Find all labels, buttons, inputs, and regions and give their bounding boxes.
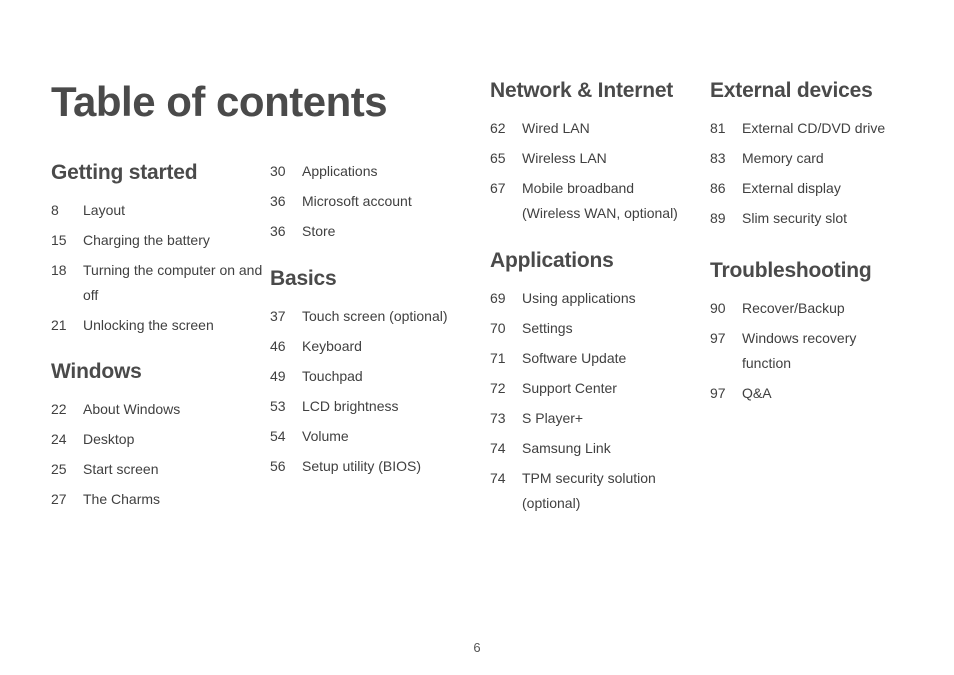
toc-entry[interactable] <box>270 394 485 419</box>
section-heading[interactable]: Basics <box>270 267 337 290</box>
toc-entry-list <box>710 116 925 231</box>
toc-entry[interactable] <box>490 116 705 141</box>
toc-entry[interactable] <box>490 176 705 226</box>
entry-title: Windows recovery function <box>742 330 857 371</box>
toc-section-network-internet <box>490 79 705 226</box>
entry-page-number: 54 <box>270 428 286 444</box>
toc-entry-list <box>270 304 485 479</box>
entry-title: Start screen <box>83 461 159 477</box>
toc-section-external-devices <box>710 79 925 231</box>
entry-title: About Windows <box>83 401 181 417</box>
toc-entry[interactable] <box>490 286 705 311</box>
toc-section-basics <box>270 267 485 479</box>
entry-page-number: 56 <box>270 458 286 474</box>
toc-entry[interactable] <box>490 346 705 371</box>
toc-entry[interactable] <box>270 159 485 184</box>
toc-section-troubleshooting <box>710 259 925 406</box>
toc-entry[interactable] <box>270 219 485 244</box>
entry-title: Recover/Backup <box>742 300 845 316</box>
entry-title: Slim security slot <box>742 210 848 226</box>
entry-title: Software Update <box>522 350 627 366</box>
section-heading[interactable]: External devices <box>710 79 873 102</box>
toc-entry[interactable] <box>51 457 266 482</box>
toc-entry[interactable] <box>51 258 266 308</box>
toc-entry[interactable] <box>490 376 705 401</box>
toc-column-1 <box>51 161 266 517</box>
entry-page-number: 24 <box>51 431 67 447</box>
toc-entry[interactable] <box>51 487 266 512</box>
entry-page-number: 25 <box>51 461 67 477</box>
page-title: Table of contents <box>51 78 388 125</box>
toc-entry-list <box>51 397 266 512</box>
entry-title: Unlocking the screen <box>83 317 214 333</box>
toc-entry[interactable] <box>490 436 705 461</box>
entry-page-number: 18 <box>51 262 67 278</box>
entry-title: The Charms <box>83 491 161 507</box>
section-heading[interactable]: Troubleshooting <box>710 259 872 282</box>
section-heading[interactable]: Getting started <box>51 161 198 184</box>
entry-title: Charging the battery <box>83 232 210 248</box>
entry-page-number: 37 <box>270 308 286 324</box>
entry-title: Store <box>302 223 336 239</box>
toc-entry[interactable] <box>270 424 485 449</box>
toc-entry[interactable] <box>710 146 925 171</box>
entry-page-number: 65 <box>490 150 506 166</box>
entry-page-number: 36 <box>270 223 286 239</box>
toc-section-windows <box>51 360 266 512</box>
toc-column-3 <box>490 79 705 521</box>
toc-entry[interactable] <box>51 427 266 452</box>
toc-section-getting-started <box>51 161 266 338</box>
toc-entry-list <box>490 286 705 516</box>
toc-entry[interactable] <box>270 189 485 214</box>
entry-title: Setup utility (BIOS) <box>302 458 422 474</box>
entry-title: Turning the computer on and off <box>83 262 263 303</box>
section-heading[interactable]: Network & Internet <box>490 79 674 102</box>
entry-page-number: 36 <box>270 193 286 209</box>
footer-page-number: 6 <box>473 640 481 655</box>
entry-page-number: 70 <box>490 320 506 336</box>
entry-page-number: 46 <box>270 338 286 354</box>
toc-entry[interactable] <box>710 176 925 201</box>
entry-title: Wired LAN <box>522 120 590 136</box>
entry-title: Memory card <box>742 150 824 166</box>
entry-title: Layout <box>83 202 126 218</box>
entry-title: Support Center <box>522 380 617 396</box>
entry-page-number: 97 <box>710 330 726 346</box>
toc-entry[interactable] <box>270 454 485 479</box>
entry-title: External CD/DVD drive <box>742 120 886 136</box>
section-heading[interactable]: Windows <box>51 360 142 383</box>
entry-title: Wireless LAN <box>522 150 607 166</box>
entry-title: LCD brightness <box>302 398 399 414</box>
entry-page-number: 73 <box>490 410 506 426</box>
entry-title: External display <box>742 180 841 196</box>
entry-page-number: 22 <box>51 401 67 417</box>
entry-page-number: 90 <box>710 300 726 316</box>
entry-page-number: 15 <box>51 232 67 248</box>
entry-page-number: 21 <box>51 317 67 333</box>
toc-entry[interactable] <box>490 406 705 431</box>
entry-page-number: 86 <box>710 180 726 196</box>
entry-page-number: 72 <box>490 380 506 396</box>
toc-entry[interactable] <box>710 326 925 376</box>
toc-column-2 <box>270 159 485 484</box>
section-heading[interactable]: Applications <box>490 249 614 272</box>
entry-title: Microsoft account <box>302 193 412 209</box>
entry-title: Q&A <box>742 385 772 401</box>
toc-section-applications <box>490 249 705 516</box>
toc-entry[interactable] <box>270 364 485 389</box>
toc-entry[interactable] <box>710 381 925 406</box>
entry-title: Touchpad <box>302 368 363 384</box>
toc-entry-list <box>710 296 925 406</box>
entry-title: TPM security solution (optional) <box>522 470 656 511</box>
entry-title: Mobile broadband (Wireless WAN, optional) <box>522 180 678 221</box>
entry-page-number: 30 <box>270 163 286 179</box>
entry-title: Samsung Link <box>522 440 611 456</box>
toc-entry[interactable] <box>490 466 705 516</box>
entry-page-number: 71 <box>490 350 506 366</box>
entry-page-number: 8 <box>51 202 59 218</box>
toc-entry[interactable] <box>51 228 266 253</box>
entry-title: Settings <box>522 320 573 336</box>
toc-entry[interactable] <box>710 296 925 321</box>
toc-entry[interactable] <box>51 198 266 223</box>
entry-title: Keyboard <box>302 338 362 354</box>
toc-entry-list <box>51 198 266 338</box>
entry-page-number: 97 <box>710 385 726 401</box>
toc-column-4 <box>710 79 925 411</box>
entry-page-number: 49 <box>270 368 286 384</box>
entry-title: Using applications <box>522 290 636 306</box>
toc-entry[interactable] <box>710 116 925 141</box>
entry-title: Touch screen (optional) <box>302 308 448 324</box>
toc-entry[interactable] <box>710 206 925 231</box>
entry-page-number: 69 <box>490 290 506 306</box>
entry-page-number: 74 <box>490 470 506 486</box>
entry-title: S Player+ <box>522 410 584 426</box>
entry-page-number: 89 <box>710 210 726 226</box>
toc-entry[interactable] <box>51 313 266 338</box>
entry-page-number: 53 <box>270 398 286 414</box>
entry-title: Volume <box>302 428 349 444</box>
entry-page-number: 62 <box>490 120 506 136</box>
toc-entry[interactable] <box>270 304 485 329</box>
toc-entry[interactable] <box>51 397 266 422</box>
toc-entry[interactable] <box>490 146 705 171</box>
entry-page-number: 83 <box>710 150 726 166</box>
toc-entry[interactable] <box>270 334 485 359</box>
entry-page-number: 74 <box>490 440 506 456</box>
toc-entry[interactable] <box>490 316 705 341</box>
entry-page-number: 67 <box>490 180 506 196</box>
entry-page-number: 81 <box>710 120 726 136</box>
entry-title: Applications <box>302 163 378 179</box>
entry-page-number: 27 <box>51 491 67 507</box>
toc-entry-list <box>270 159 485 244</box>
entry-title: Desktop <box>83 431 135 447</box>
toc-entry-list <box>490 116 705 226</box>
